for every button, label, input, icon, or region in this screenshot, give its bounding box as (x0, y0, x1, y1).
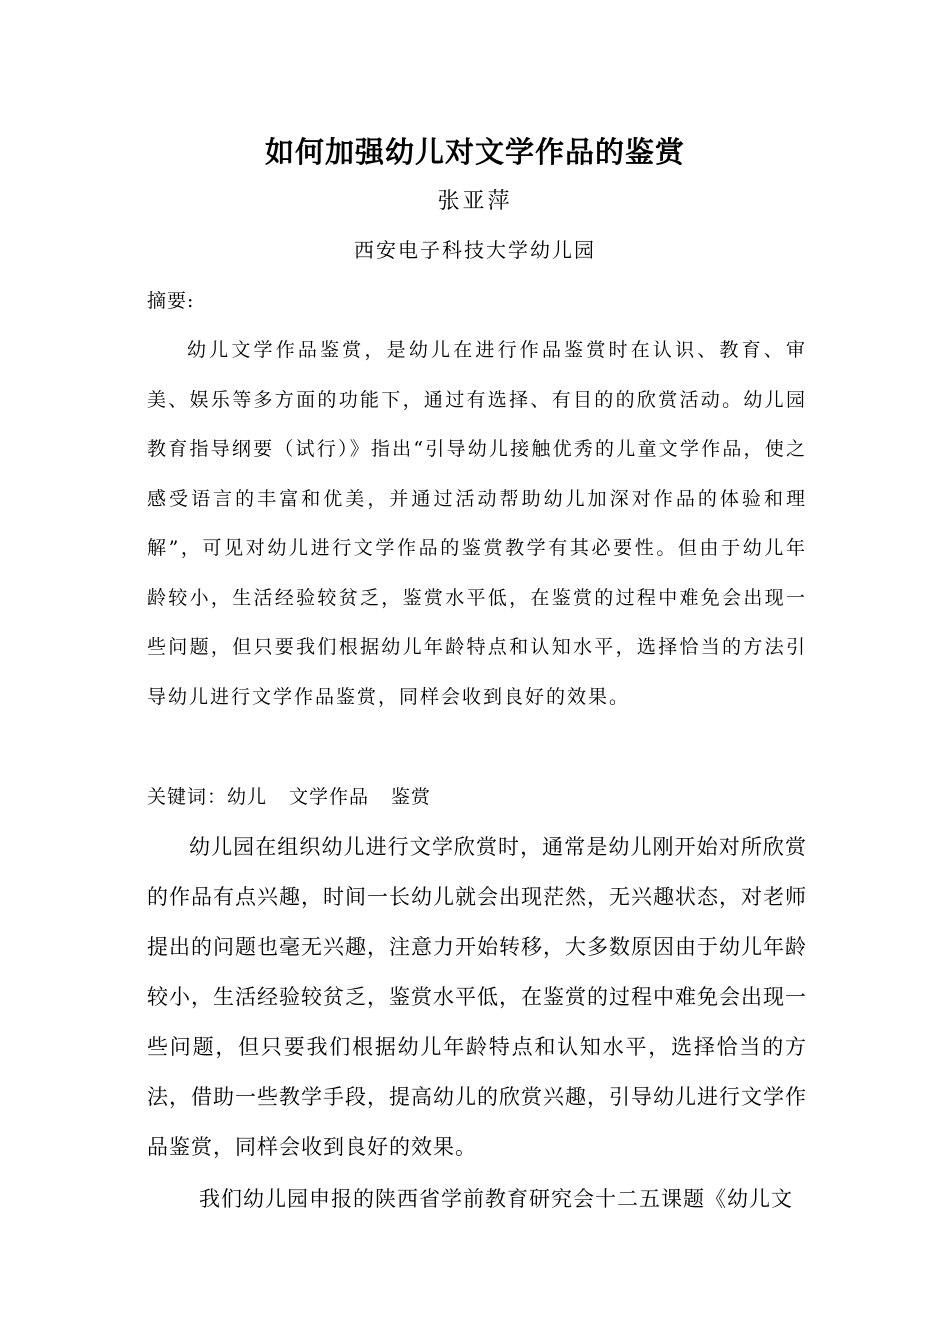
keywords-line (147, 781, 453, 813)
body-paragraph: 我们幼儿园申报的陕西省学前教育研究会十二五课题《幼儿文 (199, 1187, 793, 1211)
abstract-label: 摘要: (147, 290, 195, 312)
author-affiliation: 西安电子科技大学幼儿园 (354, 238, 596, 262)
keyword-item: 文学作品 (289, 786, 370, 808)
keyword-item: 幼儿 (227, 786, 268, 808)
keyword-item: 鉴赏 (391, 786, 432, 808)
document-title: 如何加强幼儿对文学作品的鉴赏 (264, 135, 685, 169)
keywords-label: 关键词： (147, 786, 228, 808)
abstract-text: 幼儿文学作品鉴赏，是幼儿在进行作品鉴赏时在认识、教育、审美、娱乐等多方面的功能下，通过有选择、有目的的欣赏活动。幼儿园教育指导纲要（试行）》指出“引导幼儿接触优秀的儿童文学作品，使之感受语言的丰富和优美，并通过活动帮助幼儿加深对作品的体验和理解”，可见对幼儿进行文学作品的鉴赏教学有其必要性。但由于幼儿年龄较小，生活经验较贫乏，鉴赏水平低，在鉴赏的过程中难免会出现一些问题，但只要我们根据幼儿年龄特点和认知水平，选择恰当的方法引导幼儿进行文学作品鉴赏，同样会收到良好的效果。 (147, 339, 807, 708)
body-paragraph: 幼儿园在组织幼儿进行文学欣赏时，通常是幼儿刚开始对所欣赏的作品有点兴趣，时间一长幼儿就会出现茫然，无兴趣状态，对老师提出的问题也毫无兴趣，注意力开始转移，大多数原因由于幼儿年龄较小，生活经验较贫乏，鉴赏水平低，在鉴赏的过程中难免会出现一些问题，但只要我们根据幼儿年龄特点和认知水平，选择恰当的方法，借助一些教学手段，提高幼儿的欣赏兴趣，引导幼儿进行文学作品鉴赏，同样会收到良好的效果。 (147, 835, 807, 1159)
author-name: 张亚萍 (437, 189, 513, 214)
